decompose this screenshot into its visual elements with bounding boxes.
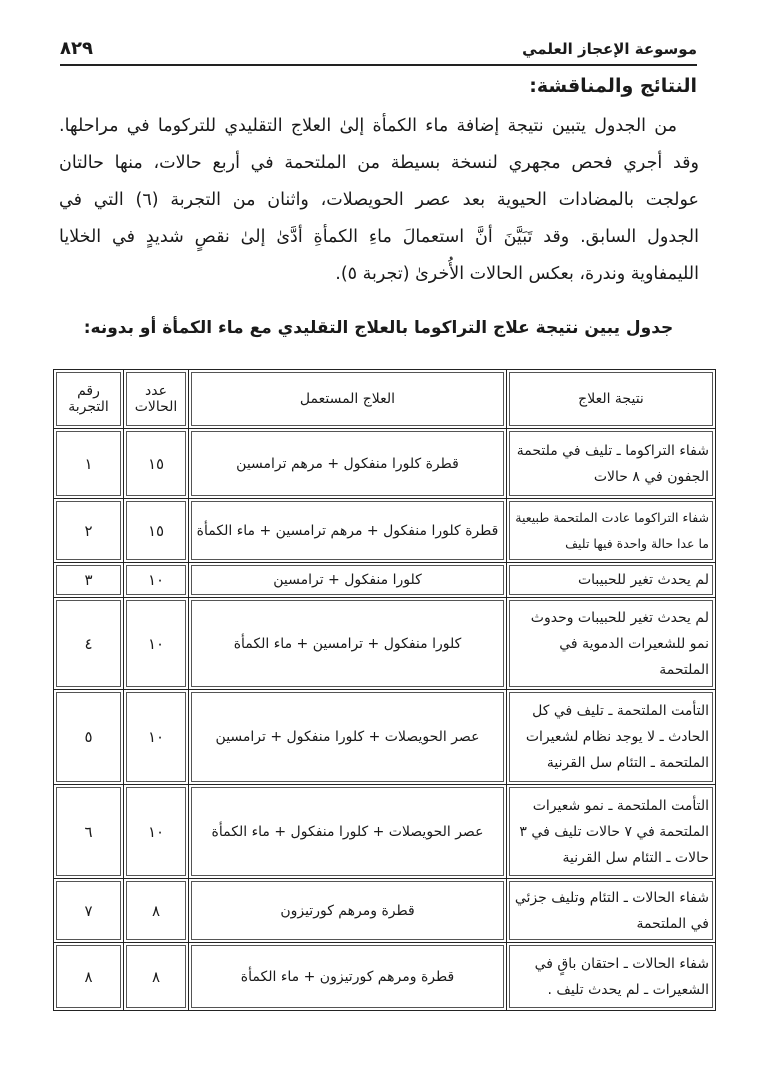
- header-experiment: رقم التجربة: [54, 370, 124, 429]
- running-header: [60, 38, 697, 66]
- cell-cases: ١٥: [124, 429, 189, 499]
- cell-treatment: كلورا منفكول + ترامسين + ماء الكمأة: [189, 598, 507, 690]
- cell-treatment: قطرة ومرهم كورتيزون + ماء الكمأة: [189, 943, 507, 1011]
- cell-treatment: كلورا منفكول + ترامسين: [189, 563, 507, 598]
- cell-experiment: ٨: [54, 943, 124, 1011]
- cell-treatment: عصر الحويصلات + كلورا منفكول + ماء الكمأة: [189, 785, 507, 879]
- cell-result: شفاء التراكوما ـ تليف في ملتحمة الجفون في ٨ حالات: [507, 429, 716, 499]
- cell-treatment: قطرة كلورا منفكول + مرهم ترامسين + ماء الكمأة: [189, 499, 507, 563]
- cell-treatment: قطرة كلورا منفكول + مرهم ترامسين: [189, 429, 507, 499]
- cell-experiment: ٦: [54, 785, 124, 879]
- cell-result: التأمت الملتحمة ـ تليف في كل الحادث ـ لا يوجد نظام لشعيرات الملتحمة ـ التئام سل القرنية: [507, 690, 716, 785]
- paragraph-line: الليمفاوية وندرة، بعكس الحالات الأُخرىٰ (تجربة ٥).: [335, 264, 699, 284]
- header-treatment: العلاج المستعمل: [189, 370, 507, 429]
- cell-result: التأمت الملتحمة ـ نمو شعيرات الملتحمة في ٧ حالات تليف في ٣ حالات ـ التئام سل القرنية: [507, 785, 716, 879]
- cell-experiment: ٢: [54, 499, 124, 563]
- cell-result: شفاء الحالات ـ احتقان باقٍ في الشعيرات ـ لم يحدث تليف .: [507, 943, 716, 1011]
- body-paragraph: [59, 108, 699, 293]
- cell-cases: ١٠: [124, 785, 189, 879]
- paragraph-line: وقد أجري فحص مجهري لنسخة بسيطة من الملتحمة في أربع حالات، منها حالتان: [59, 153, 699, 173]
- cell-experiment: ٥: [54, 690, 124, 785]
- cell-cases: ٨: [124, 943, 189, 1011]
- table-header-row: [54, 370, 716, 429]
- table-caption: جدول يبين نتيجة علاج التراكوما بالعلاج التقليدي مع ماء الكمأة أو بدونه:: [83, 318, 674, 338]
- cell-result: شفاء التراكوما عادت الملتحمة طبيعية ما عدا حالة واحدة فيها تليف: [507, 499, 716, 563]
- results-table: [53, 369, 716, 1011]
- section-heading: النتائج والمناقشة:: [529, 75, 697, 97]
- cell-experiment: ٣: [54, 563, 124, 598]
- cell-experiment: ١: [54, 429, 124, 499]
- cell-treatment: عصر الحويصلات + كلورا منفكول + ترامسين: [189, 690, 507, 785]
- paragraph-line: عولجت بالمضادات الحيوية بعد عصر الحويصلات، واثنان من التجربة (٦) التي في: [59, 190, 699, 210]
- cell-cases: ١٠: [124, 690, 189, 785]
- cell-result: لم يحدث تغير للحبيبات وحدوث نمو للشعيرات الدموية في الملتحمة: [507, 598, 716, 690]
- paragraph-line: الجدول السابق. وقد تَبَيَّنَ أنَّ استعمالَ ماءِ الكمأةِ أدَّىٰ إلىٰ نقصٍ شديدٍ في الخلايا: [59, 227, 699, 247]
- header-cases: عدد الحالات: [124, 370, 189, 429]
- cell-cases: ٨: [124, 879, 189, 943]
- cell-experiment: ٤: [54, 598, 124, 690]
- table-row: [54, 943, 716, 1011]
- table-row: [54, 499, 716, 563]
- page-number: ٨٢٩: [60, 38, 93, 59]
- table-row: [54, 598, 716, 690]
- cell-cases: ١٠: [124, 563, 189, 598]
- table-row: [54, 785, 716, 879]
- book-title: موسوعة الإعجاز العلمي: [522, 40, 697, 58]
- cell-result: شفاء الحالات ـ التئام وتليف جزئي في الملتحمة: [507, 879, 716, 943]
- cell-result: لم يحدث تغير للحبيبات: [507, 563, 716, 598]
- table-row: [54, 690, 716, 785]
- cell-experiment: ٧: [54, 879, 124, 943]
- header-result: نتيجة العلاج: [507, 370, 716, 429]
- table-row: [54, 429, 716, 499]
- table-row: [54, 879, 716, 943]
- table-row: [54, 563, 716, 598]
- cell-treatment: قطرة ومرهم كورتيزون: [189, 879, 507, 943]
- cell-cases: ١٠: [124, 598, 189, 690]
- cell-cases: ١٥: [124, 499, 189, 563]
- paragraph-line: من الجدول يتبين نتيجة إضافة ماء الكمأة إلىٰ العلاج التقليدي للتركوما في مراحلها.: [59, 116, 677, 136]
